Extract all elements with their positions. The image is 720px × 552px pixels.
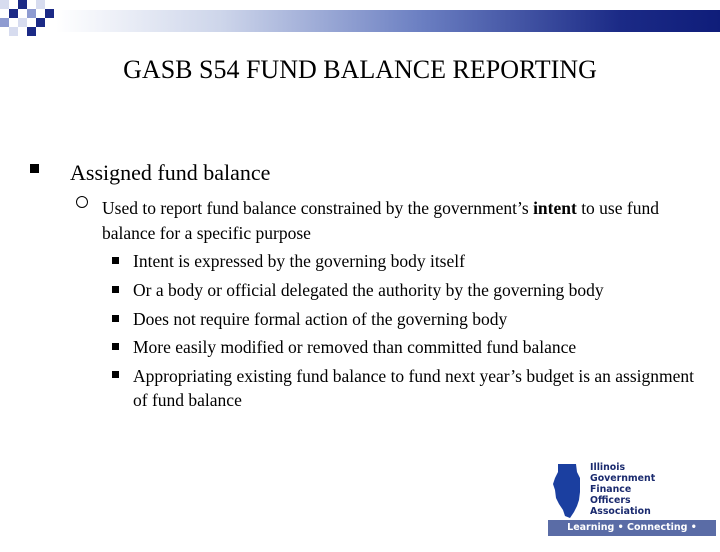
square-bullet-icon [30, 160, 39, 178]
level3-text: Or a body or official delegated the authority by the governing body [133, 279, 604, 300]
logo-line: Government [590, 473, 656, 484]
logo-line: Finance [590, 484, 632, 495]
illinois-map-icon [552, 462, 586, 520]
square-bullet-icon [112, 257, 119, 264]
level2-text-bold: intent [533, 198, 577, 218]
level2-text-after: to use fund balance for a specific purpose [102, 198, 659, 243]
header-decoration [0, 0, 720, 38]
logo-organization-name [590, 462, 655, 517]
gfoa-logo [548, 460, 718, 549]
list-item [112, 276, 712, 305]
square-bullet-icon [112, 371, 119, 378]
level3-text: Appropriating existing fund balance to fund next year’s budget is an assignment of fund balance [133, 366, 695, 411]
circle-bullet-icon [76, 196, 88, 208]
square-bullet-icon [112, 286, 119, 293]
level2-bullet-text [102, 196, 702, 246]
level2-text-before: Used to report fund balance constrained by the government’s [102, 198, 534, 218]
level3-text: Intent is expressed by the governing body itself [133, 251, 465, 271]
level1-bullet-text: Assigned fund balance [70, 160, 271, 185]
logo-line: Association [590, 506, 651, 517]
logo-tagline: Learning • Connecting • Progressing [548, 520, 716, 536]
slide-title: GASB S54 FUND BALANCE REPORTING [123, 55, 597, 84]
list-item [112, 362, 712, 412]
list-item [112, 247, 712, 276]
level3-text: Does not require formal action of the governing body [133, 308, 508, 329]
logo-line: Officers [590, 495, 631, 506]
checker-pattern-icon [0, 0, 60, 38]
logo-line: Illinois [590, 462, 626, 473]
header-gradient-band [56, 10, 720, 32]
list-item [112, 305, 712, 334]
list-item [112, 333, 712, 362]
square-bullet-icon [112, 343, 119, 350]
square-bullet-icon [112, 315, 119, 322]
level3-list [112, 247, 712, 412]
level3-text: More easily modified or removed than committed fund balance [133, 337, 577, 358]
